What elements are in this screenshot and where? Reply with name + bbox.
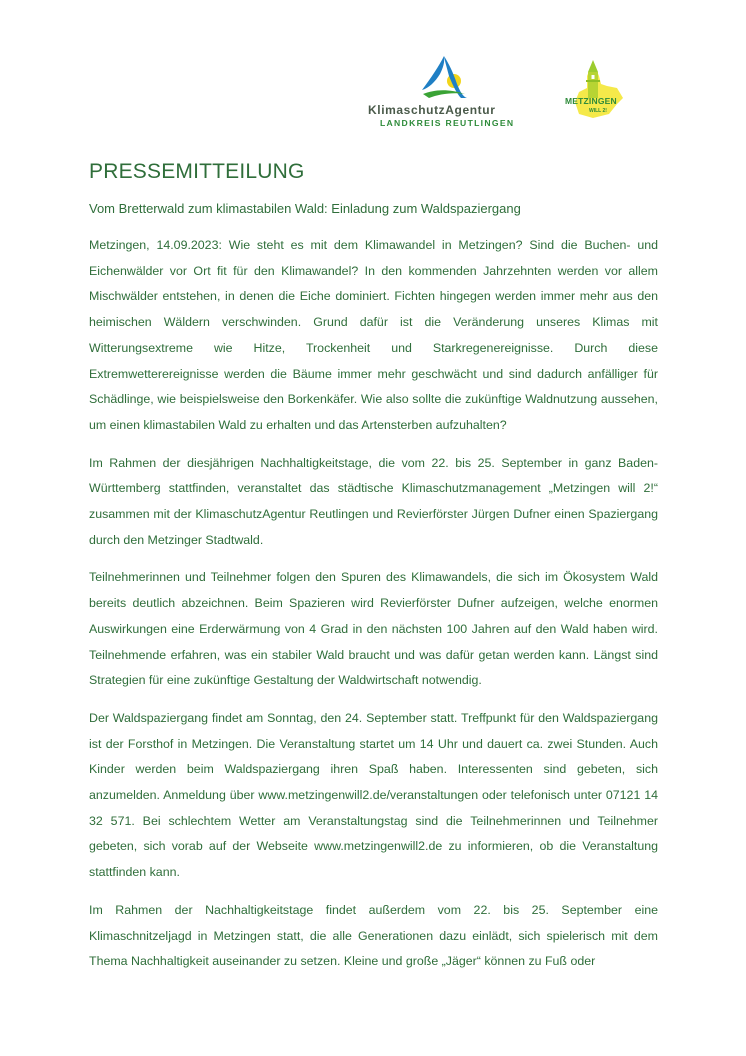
klimaschutzagentur-logo xyxy=(364,54,524,126)
metzingen-tower-icon xyxy=(557,58,629,124)
document-title: PRESSEMITTEILUNG xyxy=(89,160,305,183)
klimaschutzagentur-subtitle: LANDKREIS REUTLINGEN xyxy=(380,118,515,128)
metzingen-logo-sub: WILL 2! xyxy=(589,108,607,114)
metzingen-logo-label: METZINGEN xyxy=(565,96,617,106)
document-body xyxy=(89,233,658,987)
paragraph-participants: Teilnehmerinnen und Teilnehmer folgen den Spuren des Klimawandels, die sich im Ökosystem Wald bereits deutlich abzeichnen. Beim Spazieren wird Revierförster Dufner aufzeigen, welche enormen Auswirkungen eine Erderwärmung von 4 Grad in den nächsten 100 Jahren auf den Wald haben wird. Teilnehmende erfahren, was ein stabiler Wald braucht und was dafür getan werden kann. Längst sind Strategien für eine zukünftige Gestaltung der Waldwirtschaft notwendig. xyxy=(89,570,658,688)
paragraph-intro: Metzingen, 14.09.2023: Wie steht es mit dem Klimawandel in Metzingen? Sind die Buchen- und Eichenwälder vor Ort fit für den Klimawandel? In den kommenden Jahrzehnten werden vor allem Mischwälder entstehen, in denen die Eiche dominiert. Fichten hingegen werden immer mehr aus den heimischen Wäldern verschwinden. Grund dafür ist die Veränderung unseres Klimas mit Witterungsextreme wie Hitze, Trockenheit und Starkregenereignisse. Durch diese Extremwetterereignisse werden die Bäume immer mehr geschwächt und sind dadurch anfälliger für Schädlinge, wie beispielsweise den Borkenkäfer. Wie also sollte die zukünftige Waldnutzung aussehen, um einen klimastabilen Wald zu erhalten und das Artensterben aufzuhalten? xyxy=(89,238,658,432)
paragraph-scavenger-hunt: Im Rahmen der Nachhaltigkeitstage findet außerdem vom 22. bis 25. September eine Klimaschnitzeljagd in Metzingen statt, die alle Generationen dazu einlädt, sich spielerisch mit dem Thema Nachhaltigkeit auseinander zu setzen. Kleine und große „Jäger“ können zu Fuß oder xyxy=(89,902,658,969)
klimaschutzagentur-title: KlimaschutzAgentur xyxy=(368,103,496,117)
metzingen-will-2-logo xyxy=(557,58,629,124)
document-subtitle: Vom Bretterwald zum klimastabilen Wald: Einladung zum Waldspaziergang xyxy=(89,201,521,216)
klimaschutzagentur-emblem-icon xyxy=(419,54,469,100)
paragraph-event-organizers: Im Rahmen der diesjährigen Nachhaltigkeitstage, die vom 22. bis 25. September in ganz Baden-Württemberg stattfinden, veranstaltet das städtische Klimaschutzmanagement „Metzingen will 2!“ zusammen mit der KlimaschutzAgentur Reutlingen und Revierförster Jürgen Dufner einen Spaziergang durch den Metzinger Stadtwald. xyxy=(89,455,658,547)
paragraph-event-details: Der Waldspaziergang findet am Sonntag, den 24. September statt. Treffpunkt für den Waldspaziergang ist der Forsthof in Metzingen. Die Veranstaltung startet um 14 Uhr und dauert ca. zwei Stunden. Auch Kinder werden beim Waldspaziergang ihren Spaß haben. Interessenten sind gebeten, sich anzumelden. Anmeldung über www.metzingenwill2.de/veranstaltungen oder telefonisch unter 07121 14 32 571. Bei schlechtem Wetter am Veranstaltungstag sind die Teilnehmerinnen und Teilnehmer gebeten, sich vorab auf der Webseite www.metzingenwill2.de zu informieren, ob die Veranstaltung stattfinden kann. xyxy=(89,710,658,880)
